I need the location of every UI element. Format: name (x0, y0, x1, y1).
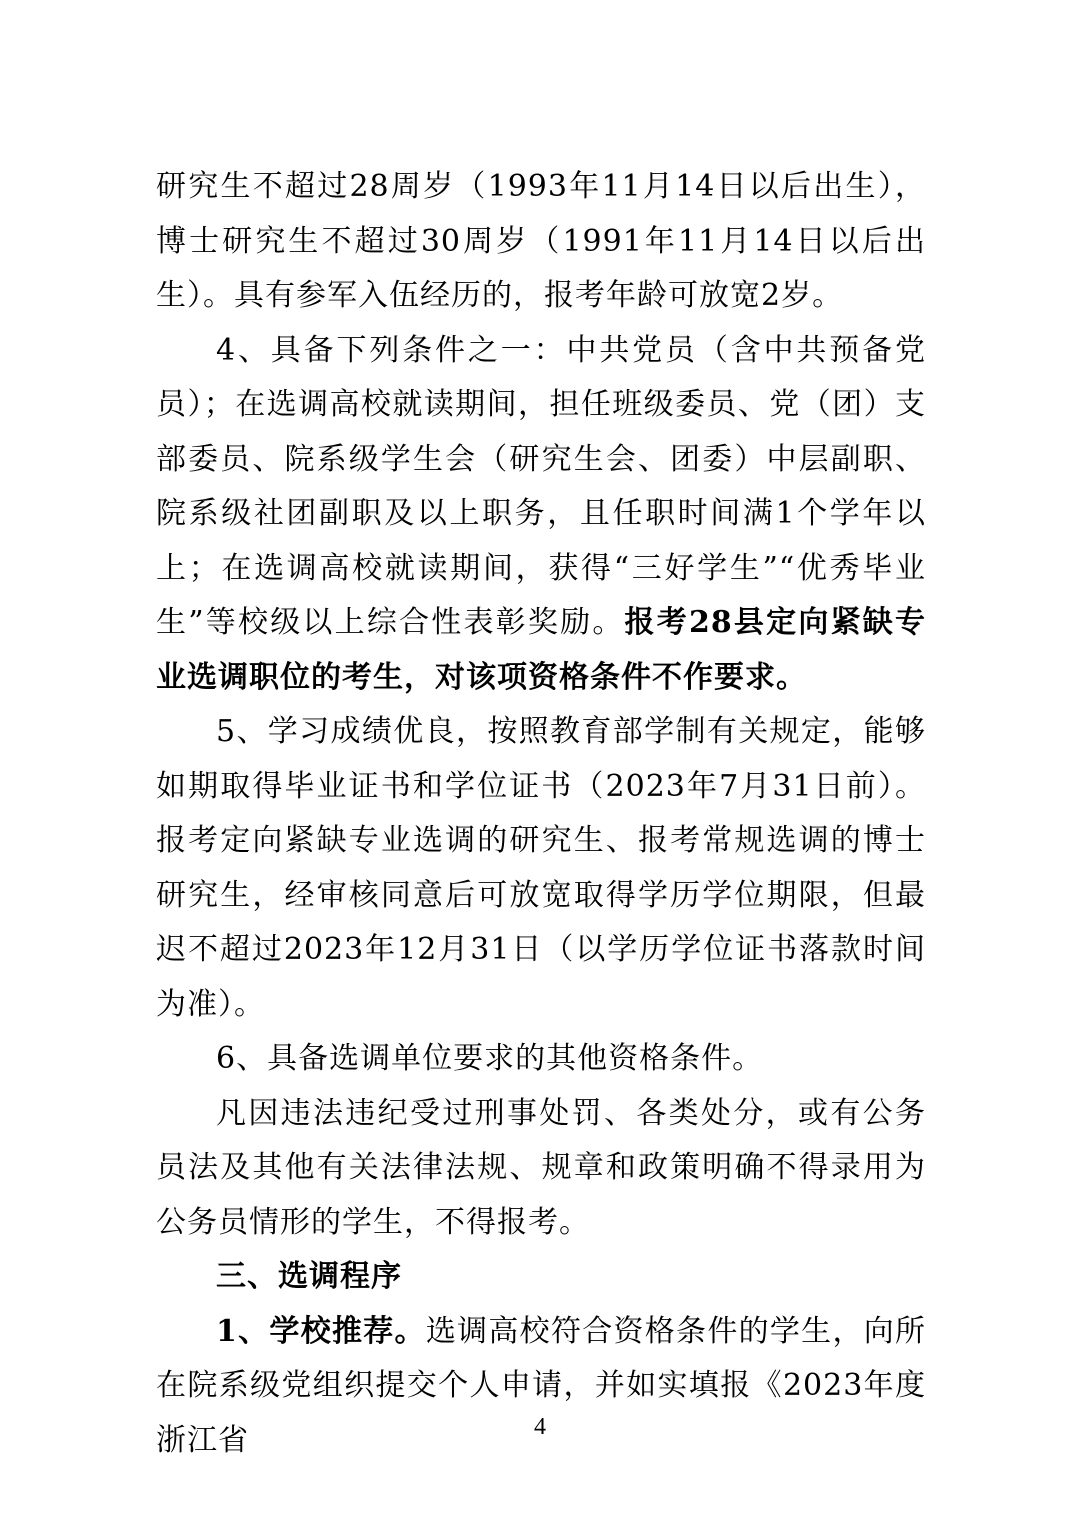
paragraph-condition-4 (156, 324, 926, 706)
paragraph-disqualification-text: 凡因违法违纪受过刑事处罚、各类处分，或有公务员法及其他有关法律法规、规章和政策明确不得录用为公务员情形的学生，不得报考。 (156, 1095, 926, 1240)
paragraph-condition-5-text: 5、学习成绩优良，按照教育部学制有关规定，能够如期取得毕业证书和学位证书（2023年7月31日前）。报考定向紧缺专业选调的研究生、报考常规选调的博士研究生，经审核同意后可放宽取得学历学位期限，但最迟不超过2023年12月31日（以学历学位证书落款时间为准）。 (156, 714, 926, 1022)
paragraph-school-recommendation-text: 选调高校符合资格条件的学生，向所在院系级党组织提交个人申请，并如实填报《2023年度浙江省 (156, 1313, 927, 1458)
paragraph-condition-4-text: 4、具备下列条件之一：中共党员（含中共预备党员）；在选调高校就读期间，担任班级委员、党（团）支部委员、院系级学生会（研究生会、团委）中层副职、院系级社团副职及以上职务，且任职时间满1个学年以上；在选调高校就读期间，获得“三好学生”“优秀毕业生”等校级以上综合性表彰奖励。 (156, 332, 926, 640)
section-heading-procedure-text: 三、选调程序 (216, 1259, 402, 1294)
paragraph-condition-6 (156, 1032, 926, 1087)
paragraph-disqualification (156, 1087, 926, 1251)
paragraph-school-recommendation (156, 1305, 926, 1469)
section-heading-procedure (156, 1250, 926, 1305)
page-number: 4 (534, 1414, 546, 1440)
paragraph-school-recommendation-bold: 1、学校推荐。 (216, 1313, 426, 1349)
paragraph-condition-6-text: 6、具备选调单位要求的其他资格条件。 (216, 1041, 764, 1076)
body-text (156, 160, 926, 1468)
paragraph-condition-4-bold: 报考28县定向紧缺专业选调职位的考生，对该项资格条件不作要求。 (156, 605, 927, 695)
paragraph-age-limit-text: 研究生不超过28周岁（1993年11月14日以后出生），博士研究生不超过30周岁（1991年11月14日以后出生）。具有参军入伍经历的，报考年龄可放宽2岁。 (156, 169, 926, 313)
paragraph-age-limit (156, 160, 926, 324)
paragraph-condition-5 (156, 705, 926, 1032)
